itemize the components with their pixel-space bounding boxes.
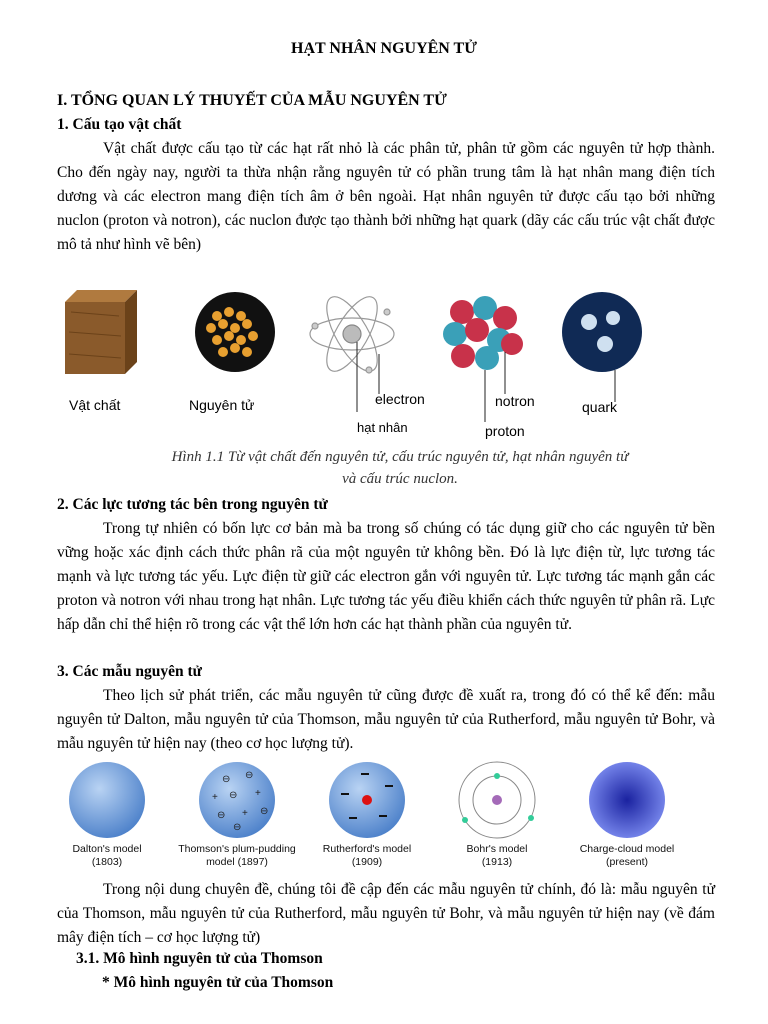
subheading-structure-of-matter: 1. Cấu tạo vật chất [57,116,182,133]
label-proton: proton [485,423,525,439]
model-year-dalton: (1803) [91,856,123,868]
subheading-thomson-model: 3.1. Mô hình nguyên tử của Thomson [76,950,323,967]
paragraph-atomic-models: Theo lịch sử phát triển, các mẫu nguyên tử cũng được đề xuất ra, trong đó có thể kể đến: mẫu nguyên tử Dalton, mẫu nguyên tử của Thomson, mẫu nguyên tử của Rutherford, mẫu nguyên tử Bohr, và mẫu nguyên tử hiện nay (theo cơ học lượng tử). [57,687,715,752]
figure-matter-to-quark [57,282,717,442]
svg-text:+: + [242,808,248,819]
label-electron: electron [375,391,425,407]
svg-text:+: + [255,788,261,799]
page-title: HẠT NHÂN NGUYÊN TỬ [291,40,477,57]
figure-atomic-models [57,760,717,875]
label-neutron: notron [495,393,535,409]
label-nucleus: hạt nhân [357,420,408,435]
svg-text:⊖: ⊖ [260,806,269,817]
model-label-dalton: Dalton's model [72,843,142,855]
bohr-model-icon [459,762,535,838]
wood-cube-image [65,290,137,374]
atom-orbital-image [310,290,394,379]
nucleus-cluster-image [443,296,523,370]
subheading-thomson-model-detail: * Mô hình nguyên tử của Thomson [102,974,334,991]
svg-text:⊖: ⊖ [229,790,238,801]
atom-lattice-image [195,292,275,372]
figure-caption-line1: Hình 1.1 Từ vật chất đến nguyên tử, cấu trúc nguyên tử, hạt nhân nguyên tử [171,449,629,465]
svg-text:⊖: ⊖ [217,810,226,821]
charge-cloud-model-icon [589,762,665,838]
section-heading-1: I. TỔNG QUAN LÝ THUYẾT CỦA MẪU NGUYÊN TỬ [57,92,447,109]
paragraph-forces: Trong tự nhiên có bốn lực cơ bản mà ba trong số chúng có tác dụng giữ cho các nguyên tử bền vững hoặc xác định cách thức phân rã của một nguyên tử không bền. Đó là lực điện từ, lực tương tác mạnh và lực tương tác yếu. Lực điện từ giữ các electron gắn với nguyên tử. Lực tương tác mạnh gắn các proton và notron với nhau trong hạt nhân. Lực tương tác yếu điều khiển cách thức nguyên tử phân rã. Lực hấp dẫn chỉ thể hiện rõ trong các vật thể lớn hơn các hạt thành phần của nguyên tử. [57,520,715,633]
svg-text:⊖: ⊖ [245,770,254,781]
figure-caption-line2: và cấu trúc nuclon. [342,471,458,487]
quark-sphere-image [562,292,642,372]
subheading-forces: 2. Các lực tương tác bên trong nguyên tử [57,496,328,513]
thomson-model-icon [199,762,275,838]
model-year-bohr: (1913) [481,856,513,868]
dalton-model-icon [69,762,145,838]
paragraph-topic-scope: Trong nội dung chuyên đề, chúng tôi đề cập đến các mẫu nguyên tử chính, đó là: mẫu nguyên tử của Thomson, mẫu nguyên tử của Rutherford, mẫu nguyên tử Bohr, và mẫu nguyên tử hiện nay (về đám mây điện tích – cơ học lượng tử) [57,881,715,946]
label-quark: quark [582,399,618,415]
model-label-charge-cloud: Charge-cloud model [579,843,675,855]
model-year-rutherford: (1909) [351,856,383,868]
model-label-thomson: Thomson's plum-pudding [178,843,296,855]
model-label-bohr: Bohr's model [466,843,528,855]
model-year-charge-cloud: (present) [605,856,649,868]
subheading-atomic-models: 3. Các mẫu nguyên tử [57,663,202,680]
paragraph-structure-of-matter: Vật chất được cấu tạo từ các hạt rất nhỏ là các phân tử, phân tử gồm các nguyên tử hợp thành. Cho đến ngày nay, người ta thừa nhận rằng nguyên tử có phần trung tâm là hạt nhân mang điện tích dương và các electron mang điện tích âm ở bên ngoài. Hạt nhân nguyên tử được cấu tạo bởi những nuclon (proton và notron), các nuclon được tạo thành bởi những hạt quark (dãy các cấu trúc vật chất được mô tả như hình vẽ bên) [57,140,715,253]
svg-text:⊖: ⊖ [233,822,242,833]
model-year-thomson: model (1897) [206,856,268,868]
model-label-rutherford: Rutherford's model [322,843,412,855]
label-matter: Vật chất [69,397,121,413]
label-atom: Nguyên tử [189,397,255,413]
svg-text:+: + [212,792,218,803]
svg-text:⊖: ⊖ [222,774,231,785]
rutherford-model-icon [329,762,405,838]
